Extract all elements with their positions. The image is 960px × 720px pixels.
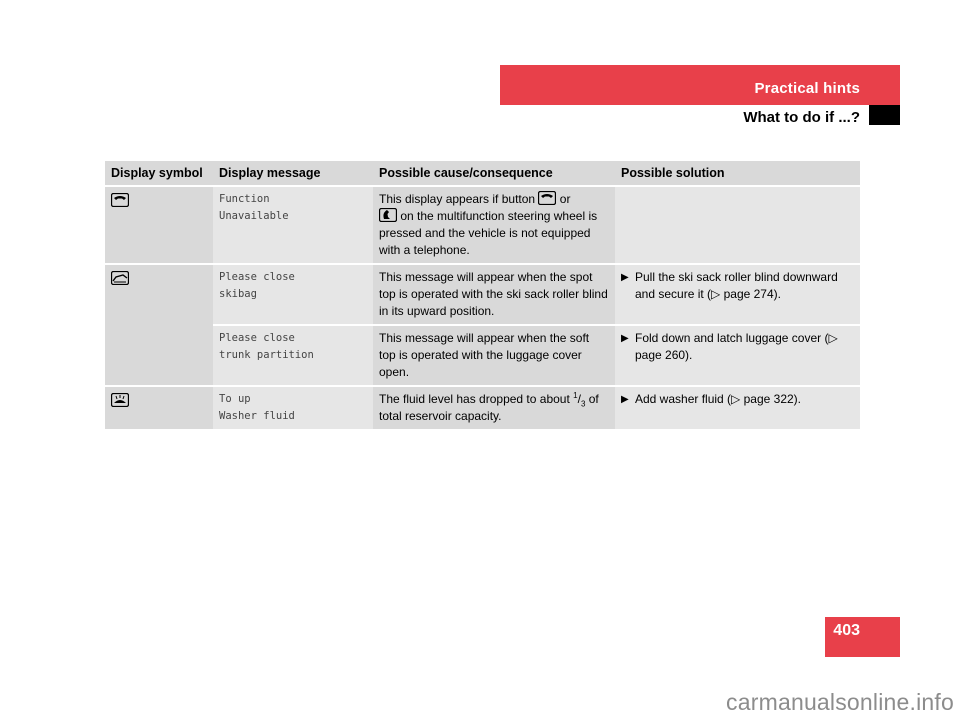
bullet-arrow-icon: ▶ xyxy=(621,333,629,344)
cause-cell xyxy=(373,387,615,429)
message-line: Unavailable xyxy=(219,210,289,222)
solution-cell xyxy=(615,326,860,385)
cause-text: or xyxy=(559,192,571,206)
fraction-denominator: 3 xyxy=(580,399,586,409)
column-header-message: Display message xyxy=(213,161,373,185)
car-roof-icon xyxy=(111,271,129,285)
solution-cell xyxy=(615,387,860,429)
column-header-cause: Possible cause/consequence xyxy=(373,161,615,185)
corner-tab xyxy=(869,105,900,125)
fraction-numerator: 1 xyxy=(573,391,578,400)
table-header-row xyxy=(105,161,860,185)
message-line: Please close xyxy=(219,332,295,344)
watermark: carmanualsonline.info xyxy=(726,689,954,715)
solution-text: Fold down and latch luggage cover (▷ page 260). xyxy=(635,331,838,362)
cause-text: This message will appear when the soft top is operated with the luggage cover open. xyxy=(379,331,590,379)
phone-hangup-icon xyxy=(538,191,556,205)
cause-text: The fluid level has dropped to about xyxy=(379,392,570,406)
phone-pickup-icon xyxy=(379,208,397,222)
page-number: 403 xyxy=(833,622,860,639)
cause-text: This display appears if button xyxy=(379,192,536,206)
cause-text: on the multifunction steering wheel is pressed and the vehicle is not equipped with a telephone. xyxy=(379,209,598,257)
cause-text: This message will appear when the spot top is operated with the ski sack roller blind in its upward position. xyxy=(379,270,608,318)
symbol-cell xyxy=(105,187,213,263)
message-line: trunk partition xyxy=(219,349,314,361)
message-line: Please close xyxy=(219,271,295,283)
message-line: skibag xyxy=(219,288,257,300)
message-line: Function xyxy=(219,193,270,205)
column-header-solution: Possible solution xyxy=(615,161,860,185)
table-row xyxy=(105,187,860,263)
table-row xyxy=(105,387,860,429)
message-cell xyxy=(213,265,373,324)
message-line: Washer fluid xyxy=(219,410,295,422)
solution-cell xyxy=(615,187,860,263)
solution-cell xyxy=(615,265,860,324)
message-cell xyxy=(213,326,373,385)
bullet-arrow-icon: ▶ xyxy=(621,272,629,283)
section-title: Practical hints xyxy=(754,80,860,97)
cause-text: of total reservoir capacity. xyxy=(379,392,599,423)
hints-table xyxy=(105,159,860,431)
cause-cell xyxy=(373,187,615,263)
column-header-symbol: Display symbol xyxy=(105,161,213,185)
telephone-handset-icon xyxy=(111,193,129,207)
cause-cell xyxy=(373,265,615,324)
symbol-cell xyxy=(105,265,213,385)
symbol-cell xyxy=(105,387,213,429)
message-cell xyxy=(213,387,373,429)
table-row xyxy=(105,265,860,324)
bullet-arrow-icon: ▶ xyxy=(621,394,629,405)
page-number-box xyxy=(825,617,900,657)
subsection-title: What to do if ...? xyxy=(743,109,860,126)
message-line: To up xyxy=(219,393,251,405)
cause-cell xyxy=(373,326,615,385)
message-cell xyxy=(213,187,373,263)
washer-fluid-icon xyxy=(111,393,129,407)
table-row xyxy=(105,326,860,385)
fraction-separator: / xyxy=(577,392,581,406)
solution-text: Pull the ski sack roller blind downward and secure it (▷ page 274). xyxy=(635,270,838,301)
solution-text: Add washer fluid (▷ page 322). xyxy=(635,392,801,406)
